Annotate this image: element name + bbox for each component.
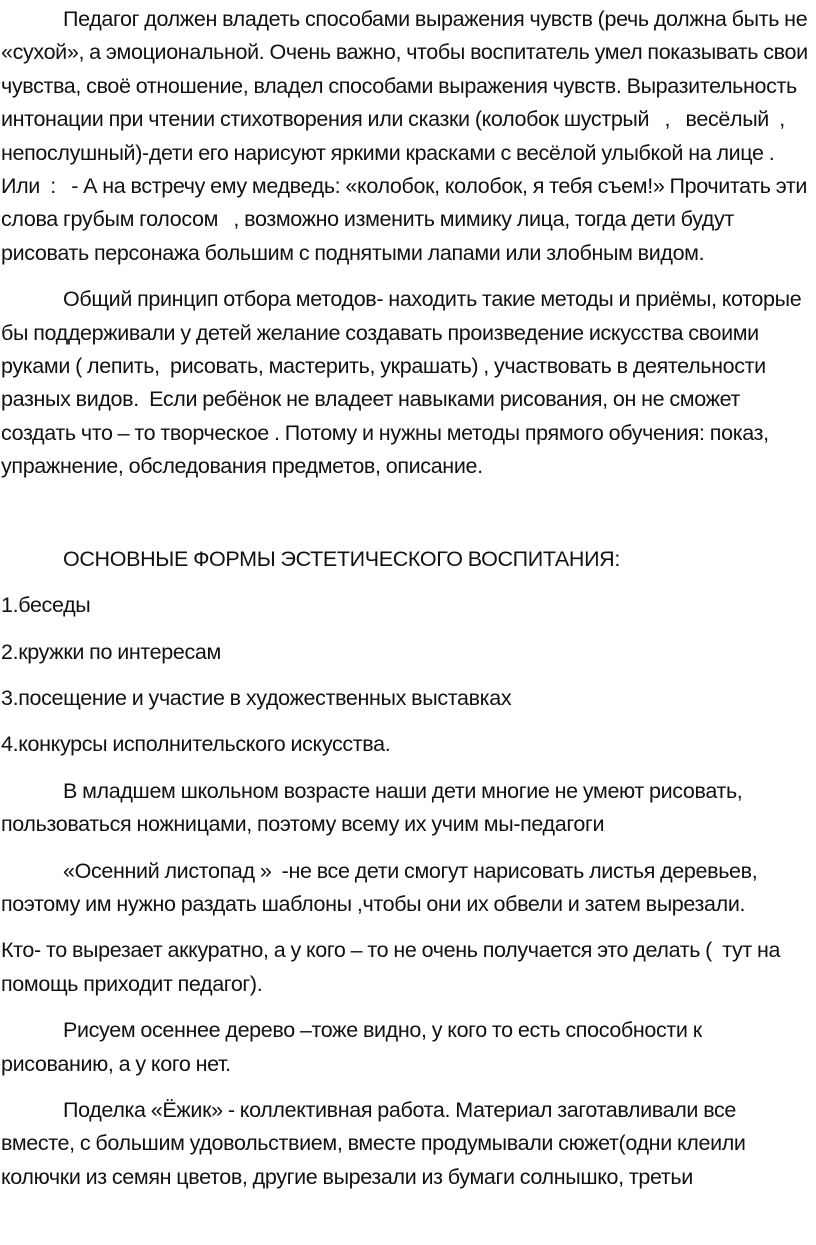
list-item: 2.кружки по интересам [1, 639, 221, 664]
list-item: 4.конкурсы исполнительского искусства. [1, 732, 391, 757]
paragraph-cutting: Кто- то вырезает аккуратно, а у кого – то не очень получается это делать ( тут на помощь приходит педагог). [1, 938, 786, 996]
list-item: 1.беседы [1, 593, 91, 618]
paragraph-leaf-fall: «Осенний листопад » -не все дети смогут нарисовать листья деревьев, поэтому им нужно раздать шаблоны ,чтобы они их обвели и затем вырезали. [1, 858, 763, 916]
paragraph-school-age: В младшем школьном возрасте наши дети многие не умеют рисовать, пользоваться ножницами, поэтому всему их учим мы-педагоги [1, 778, 748, 837]
paragraph-hedgehog-craft: Поделка «Ёжик» - коллективная работа. Материал заготавливали все вместе, с большим удовольствием, вместе продумывали сюжет(одни клеили колючки из семян цветов, другие вырезали из бумаги солнышко, третьи [1, 1097, 751, 1189]
paragraph-autumn-tree: Рисуем осеннее дерево –тоже видно, у кого то есть способности к рисованию, а у кого нет. [1, 1018, 707, 1076]
paragraph-teacher-emotions: Педагог должен владеть способами выражения чувств (речь должна быть не «сухой», а эмоциональной. Очень важно, чтобы воспитатель умел показывать свои чувства, своё отношение, владел способами выражения чувств. Выразительность интонации при чтении стихотворения или сказки (колобок шустрый , весёлый , непослушный)-дети его нарисуют яркими красками с весёлой улыбкой на лице . Или : - А на встречу ему медведь: «колобок, колобок, я тебя съем!» Прочитать эти слова грубым голосом , возможно изменить мимику лица, тогда дети будут рисовать персонажа большим с поднятыми лапами или злобным видом. [1, 7, 813, 265]
list-item: 3.посещение и участие в художественных выставках [1, 685, 512, 710]
forms-heading: ОСНОВНЫЕ ФОРМЫ ЭСТЕТИЧЕСКОГО ВОСПИТАНИЯ: [63, 546, 620, 571]
paragraph-method-selection: Общий принцип отбора методов- находить такие методы и приёмы, которые бы поддерживали у детей желание создавать произведение искусства своими руками ( лепить, рисовать, мастерить, украшать) , участвовать в деятельности разных видов. Если ребёнок не владеет навыками рисования, он не сможет создать что – то творческое . Потому и нужны методы прямого обучения: показ, упражнение, обследования предметов, описание. [1, 287, 807, 479]
blank-line [1, 497, 810, 543]
